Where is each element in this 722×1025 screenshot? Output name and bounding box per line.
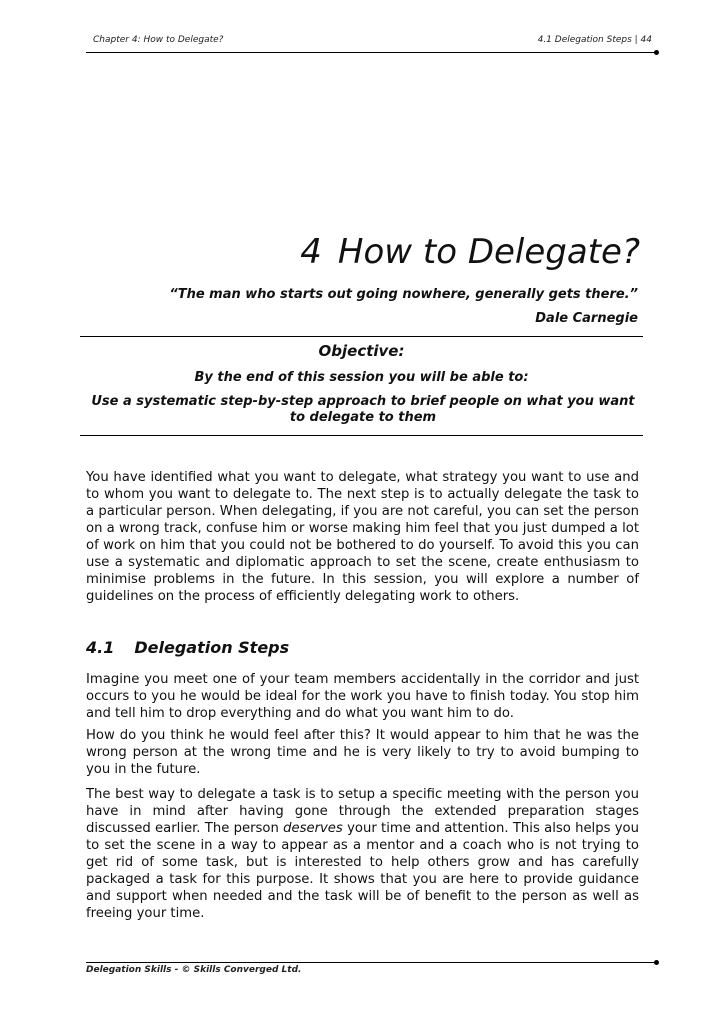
objective-title: Objective:	[318, 342, 405, 360]
objective-subtitle: By the end of this session you will be able to:	[194, 370, 529, 385]
paragraph-2: How do you think he would feel after this? It would appear to him that he was the wrong person at the wrong time and he is very likely to try to avoid bumping to you in the future.	[86, 728, 639, 777]
objective-goal: Use a systematic step-by-step approach to brief people on what you want to delegate to them	[91, 394, 635, 425]
paragraph-3	[86, 786, 639, 922]
header-rule	[86, 52, 656, 53]
chapter-title-text: How to Delegate?	[337, 232, 640, 272]
intro-paragraph: You have identified what you want to delegate, what strategy you want to use and to whom you want to delegate to. The next step is to actually delegate the task to a particular person. When delegating, if you are not careful, you can set the person on a wrong track, confuse him or worse making him feel that you just dumped a lot of work on him that you could not be bothered to do yourself. To avoid this you can use a systematic and diplomatic approach to set the scene, create enthusiasm to minimise problems in the future. In this session, you will explore a number of guidelines on the process of efficiently delegating work to others.	[86, 470, 639, 604]
paragraph-3-text-start: The best way to delegate a task is to setup a specific meeting with the person you have in mind after having gone through the extended preparation stages discussed earlier. The person	[86, 787, 639, 836]
footer-rule-dot	[654, 960, 659, 965]
chapter-number: 4	[300, 232, 322, 272]
paragraph-3-emphasis: deserves	[283, 821, 343, 836]
section-number: 4.1	[86, 638, 115, 657]
header-page-label: 4.1 Delegation Steps | 44	[537, 35, 652, 45]
epigraph-author: Dale Carnegie	[535, 311, 638, 326]
epigraph-quote: “The man who starts out going nowhere, generally gets there.”	[169, 287, 638, 302]
header-chapter-label: Chapter 4: How to Delegate?	[93, 35, 224, 45]
chapter-title	[80, 232, 640, 272]
section-title: Delegation Steps	[134, 638, 290, 657]
footer-text: Delegation Skills - © Skills Converged Ltd.	[86, 965, 302, 975]
section-heading	[86, 638, 289, 657]
header-rule-dot	[654, 50, 659, 55]
footer-rule	[86, 962, 656, 963]
running-header	[86, 32, 656, 48]
paragraph-1: Imagine you meet one of your team members accidentally in the corridor and just occurs to you he would be ideal for the work you have to finish today. You stop him and tell him to drop everything and do what you want him to do.	[86, 672, 639, 721]
paragraph-3-text-end: your time and attention. This also helps you to set the scene in a way to appear as a mentor and a coach who is not trying to get rid of some task, but is interested to help others grow and has carefully packaged a task for this purpose. It shows that you are here to provide guidance and support when needed and the task will be of benefit to the person as well as freeing your time.	[86, 821, 639, 921]
objective-bottom-rule	[80, 435, 643, 436]
objective-top-rule	[80, 336, 643, 337]
